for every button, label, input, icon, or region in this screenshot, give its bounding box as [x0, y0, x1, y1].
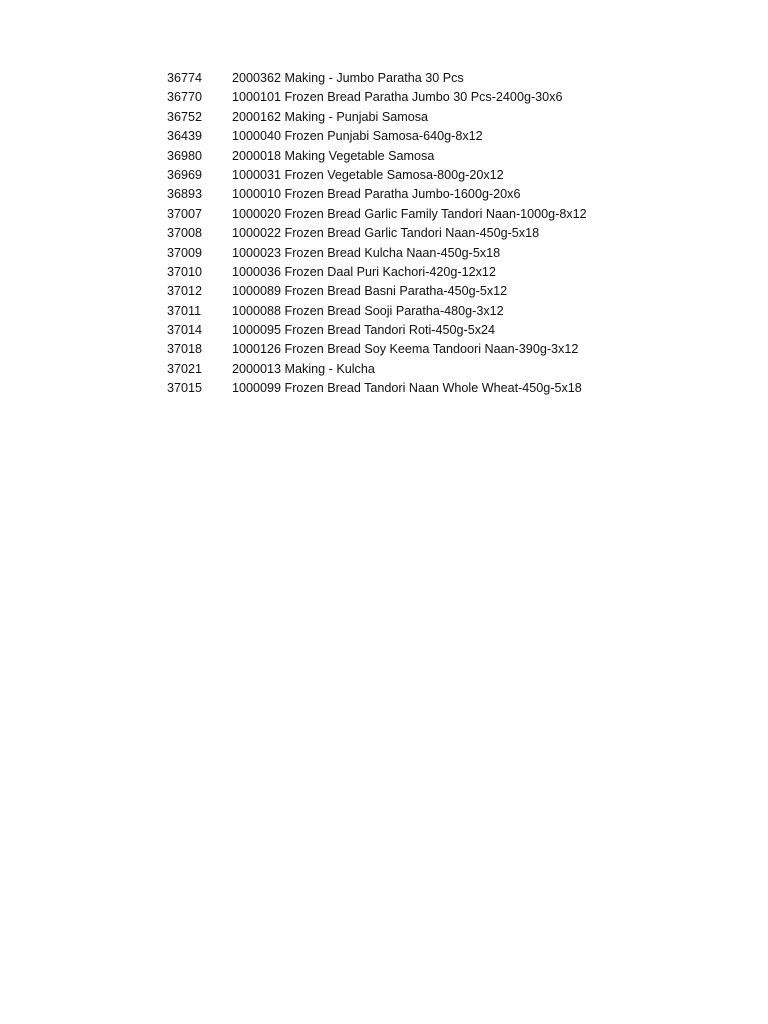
- item-list: [167, 69, 687, 399]
- item-id: 37011: [167, 303, 202, 318]
- item-id: 36893: [167, 187, 203, 202]
- item-description: 1000089 Frozen Bread Basni Paratha-450g-5x12: [232, 284, 508, 299]
- list-item: [167, 282, 687, 301]
- list-item: [167, 360, 687, 379]
- item-description: 1000040 Frozen Punjabi Samosa-640g-8x12: [232, 129, 483, 144]
- list-item: [167, 147, 687, 166]
- item-description: 1000036 Frozen Daal Puri Kachori-420g-12x12: [232, 264, 496, 279]
- item-id: 36752: [167, 109, 203, 124]
- list-item: [167, 127, 687, 146]
- item-description: 1000126 Frozen Bread Soy Keema Tandoori Naan-390g-3x12: [232, 342, 579, 357]
- list-item: [167, 166, 687, 185]
- item-description: 1000010 Frozen Bread Paratha Jumbo-1600g-20x6: [232, 187, 521, 202]
- list-item: [167, 88, 687, 107]
- item-id: 36980: [167, 148, 203, 163]
- item-id: 37008: [167, 226, 203, 241]
- item-description: 1000099 Frozen Bread Tandori Naan Whole Wheat-450g-5x18: [232, 381, 582, 396]
- list-item: [167, 205, 687, 224]
- item-description: 1000020 Frozen Bread Garlic Family Tandori Naan-1000g-8x12: [232, 206, 587, 221]
- item-description: 2000362 Making - Jumbo Paratha 30 Pcs: [232, 71, 464, 85]
- item-id: 37007: [167, 206, 203, 221]
- list-item: [167, 69, 687, 88]
- list-item: [167, 108, 687, 127]
- item-id: 36439: [167, 129, 203, 144]
- item-description: 1000023 Frozen Bread Kulcha Naan-450g-5x18: [232, 245, 501, 260]
- item-description: 1000088 Frozen Bread Sooji Paratha-480g-3x12: [232, 303, 504, 318]
- list-item: [167, 263, 687, 282]
- list-item: [167, 340, 687, 359]
- item-id: 37010: [167, 264, 203, 279]
- item-description: 1000101 Frozen Bread Paratha Jumbo 30 Pcs-2400g-30x6: [232, 90, 563, 105]
- item-description: 2000162 Making - Punjabi Samosa: [232, 109, 429, 124]
- item-description: 1000031 Frozen Vegetable Samosa-800g-20x12: [232, 167, 504, 182]
- item-id: 36969: [167, 167, 203, 182]
- item-description: 2000013 Making - Kulcha: [232, 361, 375, 376]
- list-item: [167, 379, 687, 398]
- list-item: [167, 224, 687, 243]
- item-id: 37014: [167, 323, 203, 338]
- item-id: 37009: [167, 245, 203, 260]
- list-item: [167, 185, 687, 204]
- list-item: [167, 302, 687, 321]
- item-description: 1000095 Frozen Bread Tandori Roti-450g-5x24: [232, 323, 496, 338]
- item-description: 1000022 Frozen Bread Garlic Tandori Naan-450g-5x18: [232, 226, 540, 241]
- item-id: 37021: [167, 361, 203, 376]
- item-id: 37012: [167, 284, 203, 299]
- item-id: 36774: [167, 71, 203, 85]
- item-id: 37015: [167, 381, 203, 396]
- list-item: [167, 321, 687, 340]
- item-description: 2000018 Making Vegetable Samosa: [232, 148, 435, 163]
- list-item: [167, 244, 687, 263]
- item-id: 36770: [167, 90, 203, 105]
- item-id: 37018: [167, 342, 203, 357]
